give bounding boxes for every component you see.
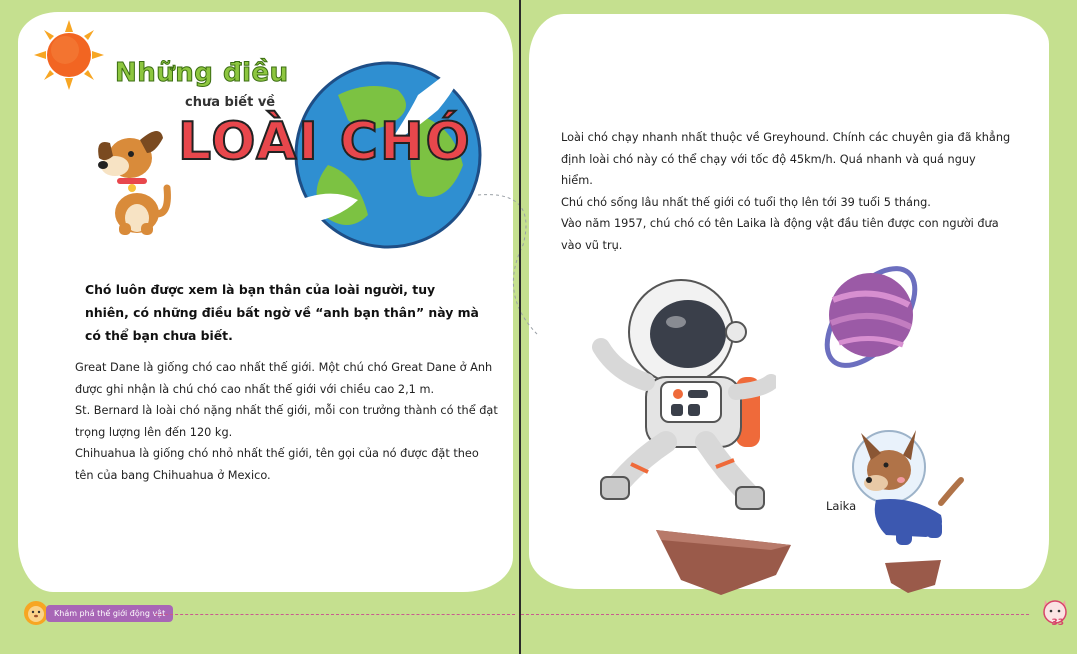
fact-great-dane: Great Dane là giống chó cao nhất thế giới. Một chú chó Great Dane ở Anh được ghi nhận là chú chó cao nhất thế giới với chiều cao 2,1 m.: [75, 361, 493, 396]
footer-label: Khám phá thế giới động vật: [46, 605, 173, 622]
page-number: 33: [1051, 618, 1064, 628]
dashed-curve-connector: [478, 185, 558, 345]
title-main: LOÀI CHÓ: [178, 112, 472, 172]
footer-dash-line-right: [521, 614, 1029, 615]
fact-st-bernard: St. Bernard là loài chó nặng nhất thế giới, mỗi con trưởng thành có thể đạt trọng lượng lên đến 120 kg.: [75, 404, 498, 439]
fact-laika: Vào năm 1957, chú chó có tên Laika là động vật đầu tiên được con người đưa vào vũ trụ.: [561, 217, 999, 252]
footer-series-tag: [22, 600, 173, 626]
right-page: [521, 0, 1077, 654]
title-line-2: chưa biết về: [185, 95, 276, 110]
fact-oldest-dog: Chú chó sống lâu nhất thế giới có tuổi thọ lên tới 39 tuổi 5 tháng.: [561, 195, 931, 209]
laika-illustration: [841, 425, 971, 555]
astronaut-illustration: [576, 272, 776, 532]
floating-rock-small: [883, 555, 943, 595]
floating-rock-large: [651, 520, 796, 595]
fact-chihuahua: Chihuahua là giống chó nhỏ nhất thế giới, tên gọi của nó được đặt theo tên của bang Chihuahua ở Mexico.: [75, 447, 479, 482]
left-page: [0, 0, 519, 654]
intro-text: Chó luôn được xem là bạn thân của loài người, tuy nhiên, có những điều bất ngờ về “anh bạn thân” này mà có thể bạn chưa biết.: [85, 282, 479, 344]
left-body-text: [75, 357, 500, 487]
dog-illustration: [95, 118, 175, 238]
fact-greyhound: Loài chó chạy nhanh nhất thuộc về Greyhound. Chính các chuyên gia đã khẳng định loài chó này có thể chạy với tốc độ 45km/h. Quá nhanh và quá nguy hiểm.: [561, 131, 1011, 188]
right-body-text: [561, 127, 1011, 257]
planet-illustration: [811, 245, 931, 385]
sun-icon: [34, 20, 104, 90]
laika-label: Laika: [826, 499, 857, 513]
footer-dash-line: [155, 614, 515, 615]
page-spine: [519, 0, 521, 654]
title-line-1: Những điều: [115, 58, 289, 88]
